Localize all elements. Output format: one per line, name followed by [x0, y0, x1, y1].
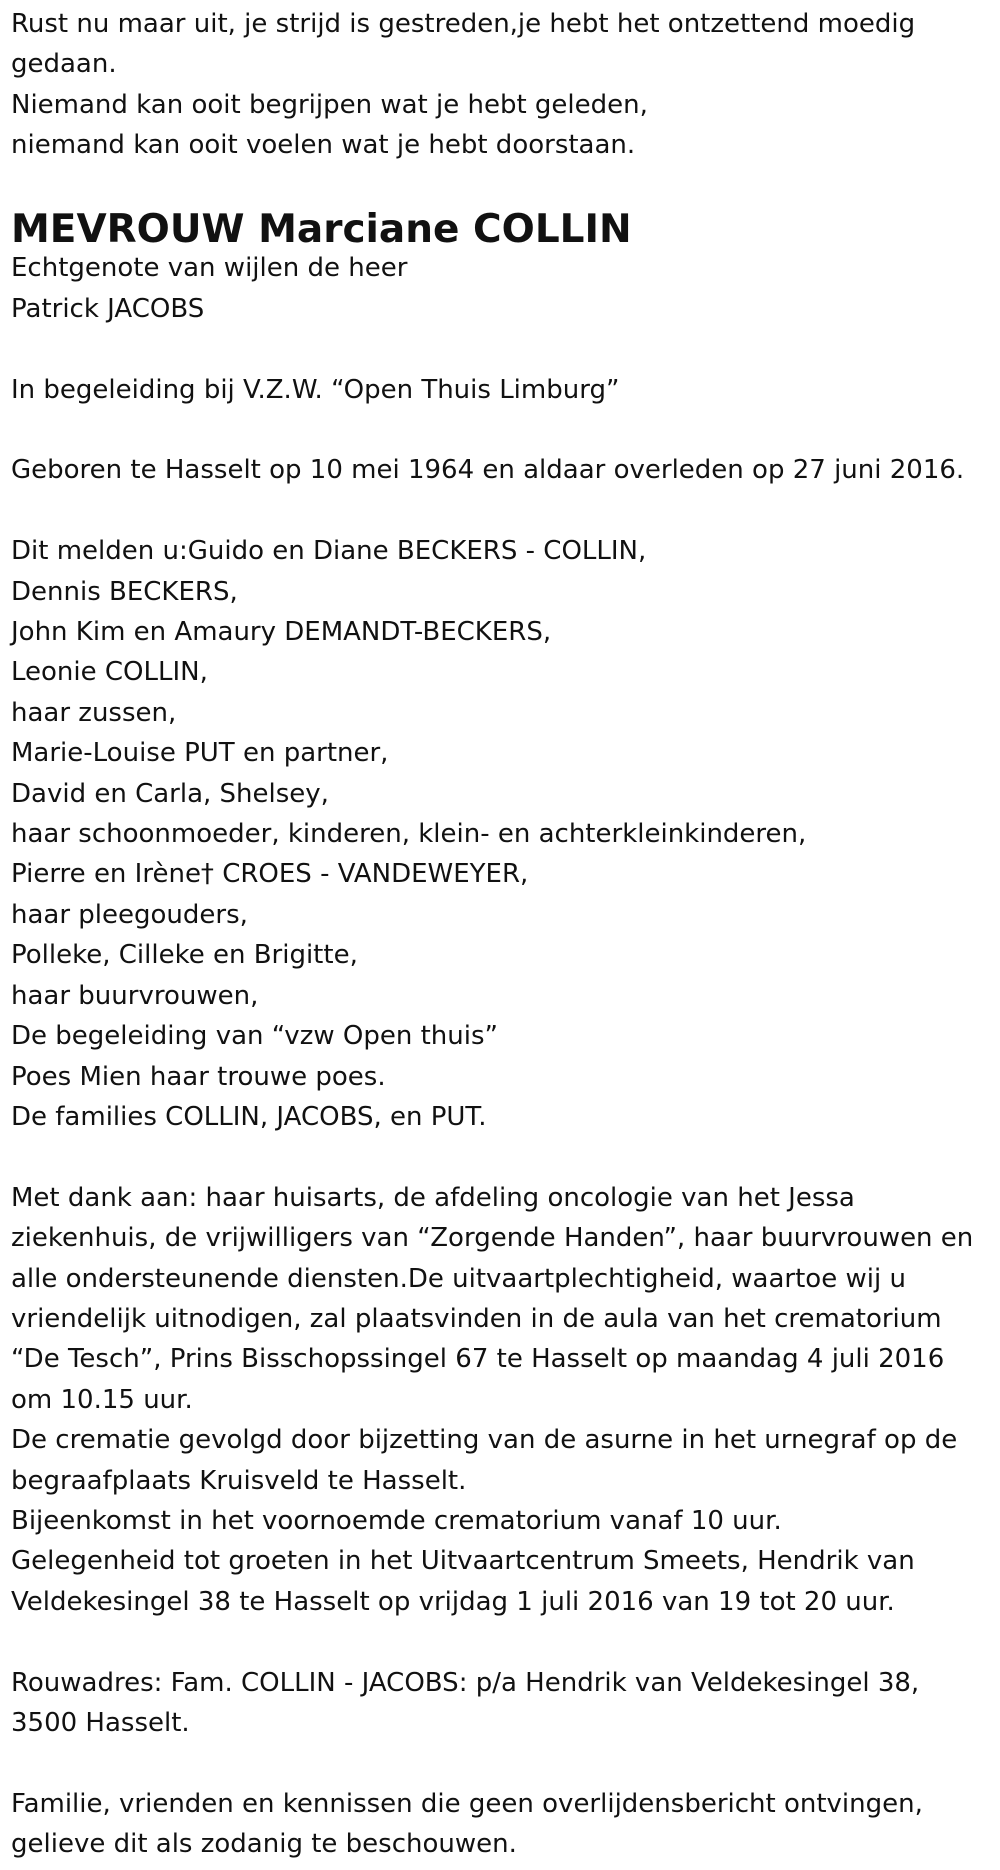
- announcer-line: Pierre en Irène† CROES - VANDEWEYER,: [11, 859, 529, 890]
- spacer: [11, 1743, 996, 1783]
- thanks-and-ceremony: [11, 1178, 996, 1622]
- poem-line: niemand kan ooit voelen wat je hebt doorstaan.: [11, 130, 636, 161]
- poem-line: Niemand kan ooit begrijpen wat je hebt geleden,: [11, 89, 648, 120]
- thanks-line: “De Tesch”, Prins Bisschopssingel 67 te Hasselt op maandag 4 juli 2016: [11, 1344, 945, 1375]
- announcer-line: haar buurvrouwen,: [11, 980, 259, 1011]
- announcer-line: haar schoonmoeder, kinderen, klein- en achterkleinkinderen,: [11, 819, 807, 850]
- announcer-line: John Kim en Amaury DEMANDT-BECKERS,: [11, 617, 552, 648]
- spacer: [11, 1137, 996, 1177]
- address-line: Rouwadres: Fam. COLLIN - JACOBS: p/a Hendrik van Veldekesingel 38,: [11, 1667, 920, 1698]
- announcer-line: De begeleiding van “vzw Open thuis”: [11, 1021, 498, 1052]
- spacer: [11, 1622, 996, 1662]
- poem: [11, 4, 996, 166]
- announcer-line: Dit melden u:Guido en Diane BECKERS - COLLIN,: [11, 536, 647, 567]
- announcer-line: Dennis BECKERS,: [11, 576, 238, 607]
- mourning-address: [11, 1663, 996, 1744]
- thanks-line: Met dank aan: haar huisarts, de afdeling oncologie van het Jessa: [11, 1182, 855, 1213]
- thanks-line: alle ondersteunende diensten.De uitvaartplechtigheid, waartoe wij u: [11, 1263, 906, 1294]
- guidance-line: In begeleiding bij V.Z.W. “Open Thuis Limburg”: [11, 374, 620, 405]
- spacer: [11, 166, 996, 206]
- spacer: [11, 329, 996, 369]
- closing-line: Familie, vrienden en kennissen die geen overlijdensbericht ontvingen,: [11, 1788, 923, 1819]
- obituary-document: [11, 4, 996, 1865]
- deceased-name: MEVROUW Marciane COLLIN: [11, 207, 632, 253]
- spacer: [11, 410, 996, 450]
- poem-line: Rust nu maar uit, je strijd is gestreden,je hebt het ontzettend moedig: [11, 9, 916, 39]
- spouse-line: Patrick JACOBS: [11, 293, 205, 324]
- thanks-line: De crematie gevolgd door bijzetting van de asurne in het urnegraf op de: [11, 1425, 958, 1456]
- thanks-line: om 10.15 uur.: [11, 1384, 193, 1415]
- announcer-line: Leonie COLLIN,: [11, 657, 208, 688]
- announcer-line: haar zussen,: [11, 697, 177, 728]
- spouse-line: Echtgenote van wijlen de heer: [11, 253, 408, 284]
- spacer: [11, 491, 996, 531]
- announcer-line: Polleke, Cilleke en Brigitte,: [11, 940, 358, 971]
- thanks-line: Bijeenkomst in het voornoemde crematorium vanaf 10 uur.: [11, 1505, 782, 1536]
- closing-line: gelieve dit als zodanig te beschouwen.: [11, 1829, 517, 1860]
- thanks-line: begraafplaats Kruisveld te Hasselt.: [11, 1465, 467, 1496]
- announcer-line: Marie-Louise PUT en partner,: [11, 738, 389, 769]
- thanks-line: vriendelijk uitnodigen, zal plaatsvinden in de aula van het crematorium: [11, 1303, 942, 1334]
- thanks-line: Gelegenheid tot groeten in het Uitvaartcentrum Smeets, Hendrik van: [11, 1546, 915, 1577]
- announcer-line: David en Carla, Shelsey,: [11, 778, 329, 809]
- deceased-block: [11, 206, 996, 329]
- announcer-line: haar pleegouders,: [11, 899, 248, 930]
- announcer-line: Poes Mien haar trouwe poes.: [11, 1061, 386, 1092]
- announcers-list: [11, 531, 996, 1137]
- address-line: 3500 Hasselt.: [11, 1707, 190, 1738]
- thanks-line: Veldekesingel 38 te Hasselt op vrijdag 1 juli 2016 van 19 tot 20 uur.: [11, 1586, 895, 1617]
- closing-note: [11, 1784, 996, 1865]
- thanks-line: ziekenhuis, de vrijwilligers van “Zorgende Handen”, haar buurvrouwen en: [11, 1223, 974, 1254]
- announcer-line: De families COLLIN, JACOBS, en PUT.: [11, 1101, 487, 1132]
- birth-death-line: Geboren te Hasselt op 10 mei 1964 en aldaar overleden op 27 juni 2016.: [11, 455, 965, 486]
- poem-line: gedaan.: [11, 49, 117, 80]
